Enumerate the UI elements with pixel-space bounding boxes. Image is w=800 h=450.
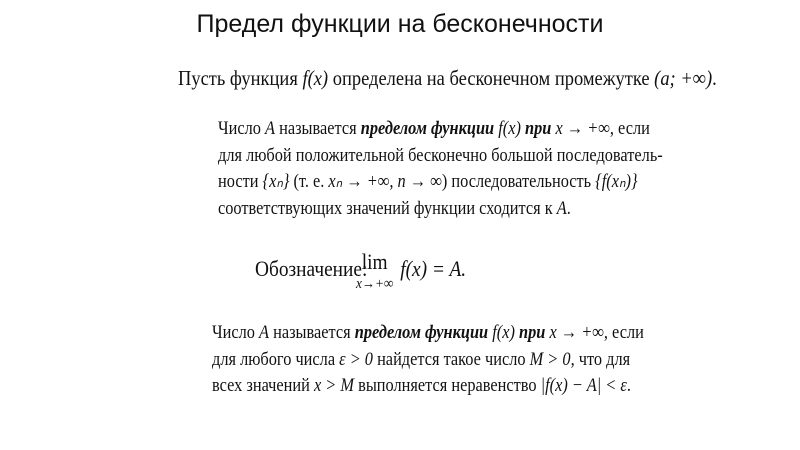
definition2-line-3 bbox=[212, 373, 644, 400]
definition2-line-2 bbox=[212, 347, 644, 374]
def1-l3-text-b: (т. е. bbox=[289, 171, 329, 192]
intro-mid-text: определена на бесконечном промежутке bbox=[328, 66, 655, 90]
def1-symbol-a: A bbox=[265, 118, 276, 139]
def1-text-b: называется bbox=[275, 118, 361, 139]
intro-text: Пусть функция bbox=[178, 66, 303, 90]
def2-text-g: , если bbox=[603, 322, 644, 343]
def2-l3-text-b: выполняется неравенство bbox=[354, 375, 541, 396]
def1-text-g: , если bbox=[609, 118, 650, 139]
def1-function-sequence: {f(xₙ)} bbox=[595, 171, 638, 192]
def2-at-word: при bbox=[519, 322, 546, 343]
def1-l4-symbol: A bbox=[556, 197, 567, 219]
def2-x-greater-m: x > M bbox=[313, 375, 355, 396]
def2-l2-text-c: , что для bbox=[570, 348, 631, 370]
def1-l3-text-a: ности bbox=[218, 171, 263, 192]
def2-text-a: Число bbox=[212, 322, 260, 343]
lim-word: lim bbox=[361, 249, 388, 274]
def1-limit-point: x → +∞ bbox=[555, 118, 610, 139]
definition1-line-2: для любой положительной бесконечно большой последователь- bbox=[218, 144, 663, 166]
intro-function: f(x) bbox=[302, 66, 329, 90]
intro-sentence bbox=[178, 64, 717, 92]
def1-l4-text-a: соответствующих значений функции сходится к bbox=[218, 197, 557, 219]
limit-formula: f(x) = A. bbox=[400, 256, 467, 281]
slide-title: Предел функции на бесконечности bbox=[196, 10, 604, 38]
definition1-line-1 bbox=[218, 116, 663, 143]
def2-epsilon: ε > 0 bbox=[339, 348, 373, 370]
intro-end: . bbox=[712, 66, 717, 90]
def1-l4-period: . bbox=[566, 197, 571, 219]
def2-inequality: |f(x) − A| < ε bbox=[540, 375, 627, 396]
def2-text-b: называется bbox=[269, 322, 355, 343]
intro-interval: (a; +∞) bbox=[654, 66, 713, 90]
def2-term: пределом функции bbox=[354, 322, 489, 343]
def2-function: f(x) bbox=[492, 322, 515, 343]
lim-subscript: x→+∞ bbox=[355, 276, 394, 292]
def2-l2-text-a: для любого числа bbox=[212, 348, 340, 370]
definition1-line-3 bbox=[218, 169, 663, 196]
definition2-line-1 bbox=[212, 320, 644, 347]
def2-l2-text-b: найдется такое число bbox=[372, 348, 530, 370]
definition-sequential bbox=[218, 116, 663, 222]
def1-sequence: {xₙ} bbox=[262, 171, 290, 192]
definition1-line-4 bbox=[218, 196, 663, 223]
notation-label: Обозначение: bbox=[255, 256, 368, 281]
def2-l3-period: . bbox=[626, 375, 631, 396]
def1-text-a: Число bbox=[218, 118, 266, 139]
def1-term: пределом функции bbox=[360, 118, 495, 139]
def2-l3-text-a: всех значений bbox=[212, 375, 314, 396]
definition-epsilon bbox=[212, 320, 644, 400]
def2-m-bound: M > 0 bbox=[529, 348, 571, 370]
lim-operator bbox=[353, 248, 397, 292]
def2-symbol-a: A bbox=[259, 322, 270, 343]
def1-condition: xₙ → +∞, n → ∞ bbox=[328, 171, 442, 192]
def2-limit-point: x → +∞ bbox=[549, 322, 604, 343]
def1-at-word: при bbox=[525, 118, 552, 139]
def1-function: f(x) bbox=[498, 118, 521, 139]
def1-l3-text-c: ) последовательность bbox=[441, 171, 596, 192]
